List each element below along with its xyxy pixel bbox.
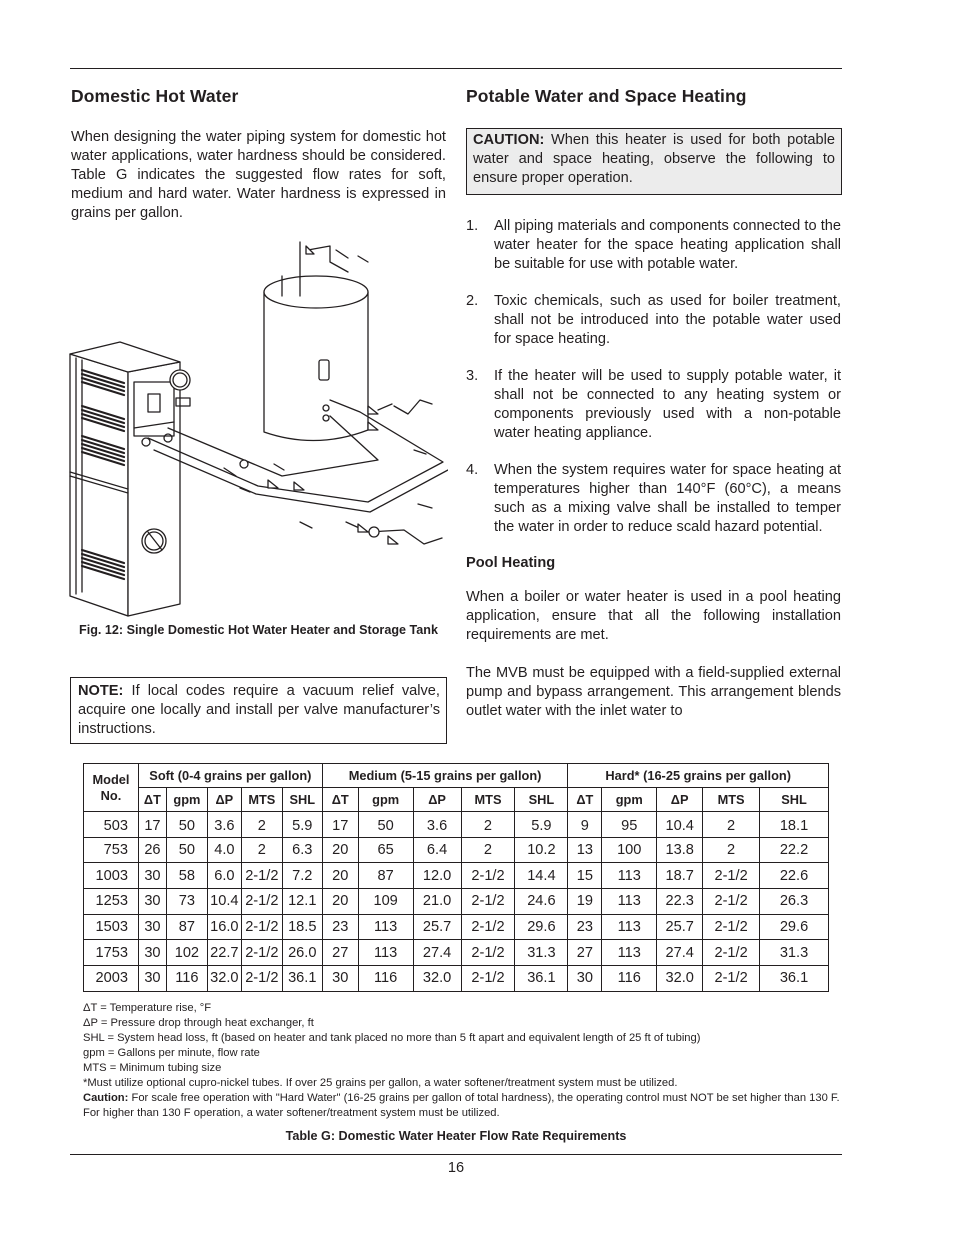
table-cell: 65: [358, 837, 413, 863]
legend-line: *Must utilize optional cupro-nickel tubes. If over 25 grains per gallon, a water softener/treatment system must be utilized.: [83, 1077, 678, 1089]
table-row: [84, 837, 829, 863]
legend-caution-text: For scale free operation with "Hard Water" (16-25 grains per gallon of total hardness), the operating control must NOT be set higher than 130 F. For higher than 130 F operation, a water softener/treatment system must be utilized.: [83, 1092, 840, 1119]
table-cell: 2-1/2: [703, 863, 760, 889]
table-cell: 102: [166, 940, 207, 966]
table-cell: 30: [138, 889, 166, 915]
table-cell: 113: [602, 863, 657, 889]
column-header: ΔP: [413, 788, 461, 812]
table-cell: 36.1: [282, 966, 322, 992]
model-cell: 753: [84, 837, 139, 863]
column-header: SHL: [282, 788, 322, 812]
flow-rate-table-container: [83, 763, 829, 992]
table-cell: 15: [568, 863, 602, 889]
table-cell: 2: [461, 812, 515, 838]
table-cell: 10.4: [207, 889, 241, 915]
table-cell: 20: [322, 837, 358, 863]
column-header: gpm: [358, 788, 413, 812]
table-cell: 2-1/2: [461, 889, 515, 915]
table-cell: 31.3: [760, 940, 829, 966]
table-cell: 18.5: [282, 914, 322, 940]
table-cell: 116: [166, 966, 207, 992]
table-cell: 24.6: [515, 889, 568, 915]
table-row: [84, 863, 829, 889]
caution-box: [466, 128, 842, 195]
list-item: 1. All piping materials and components connected to the water heater for the space heating application shall be suitable for use with potable water.: [466, 217, 841, 272]
table-cell: 14.4: [515, 863, 568, 889]
model-cell: 1503: [84, 914, 139, 940]
column-header: MTS: [461, 788, 515, 812]
note-text: If local codes require a vacuum relief valve, acquire one locally and install per valve manufacturer’s instructions.: [78, 683, 440, 737]
page-number: 16: [447, 1160, 465, 1176]
table-cell: 20: [322, 889, 358, 915]
table-cell: 2-1/2: [241, 914, 282, 940]
table-cell: 2-1/2: [241, 940, 282, 966]
table-row: [84, 812, 829, 838]
table-cell: 30: [138, 940, 166, 966]
table-cell: 109: [358, 889, 413, 915]
column-header: ΔP: [207, 788, 241, 812]
column-header: ΔT: [322, 788, 358, 812]
flow-rate-table: [83, 763, 829, 992]
table-cell: 12.0: [413, 863, 461, 889]
table-cell: 23: [322, 914, 358, 940]
table-cell: 116: [602, 966, 657, 992]
table-cell: 32.0: [207, 966, 241, 992]
table-cell: 16.0: [207, 914, 241, 940]
column-header: SHL: [760, 788, 829, 812]
table-cell: 73: [166, 889, 207, 915]
legend-line: ΔT = Temperature rise, °F: [83, 1002, 212, 1014]
legend-caution: [83, 1091, 843, 1121]
soft-water-header: Soft (0-4 grains per gallon): [138, 764, 322, 788]
storage-tank-illustration: [264, 242, 368, 441]
table-cell: 27.4: [657, 940, 703, 966]
table-cell: 4.0: [207, 837, 241, 863]
table-cell: 12.1: [282, 889, 322, 915]
table-cell: 30: [138, 966, 166, 992]
table-cell: 30: [138, 863, 166, 889]
column-header: ΔP: [657, 788, 703, 812]
table-caption: Table G: Domestic Water Heater Flow Rate Requirements: [285, 1129, 627, 1143]
right-column: [466, 86, 841, 721]
table-cell: 13.8: [657, 837, 703, 863]
table-cell: 26.3: [760, 889, 829, 915]
table-cell: 7.2: [282, 863, 322, 889]
column-header: ΔT: [568, 788, 602, 812]
table-row: [84, 914, 829, 940]
potable-water-heading: Potable Water and Space Heating: [466, 86, 747, 106]
table-cell: 27: [568, 940, 602, 966]
table-cell: 21.0: [413, 889, 461, 915]
legend-line: ΔP = Pressure drop through heat exchanger, ft: [83, 1017, 314, 1029]
pool-heating-paragraph-2: The MVB must be equipped with a field-supplied external pump and bypass arrangement. This arrangement blends outlet water with the inlet water to: [466, 665, 841, 719]
table-body: [84, 812, 829, 992]
model-cell: 2003: [84, 966, 139, 992]
note-lead: NOTE:: [78, 683, 124, 699]
table-legend: [83, 1001, 843, 1121]
table-cell: 100: [602, 837, 657, 863]
table-cell: 113: [358, 914, 413, 940]
table-cell: 3.6: [413, 812, 461, 838]
table-cell: 29.6: [760, 914, 829, 940]
model-cell: 1003: [84, 863, 139, 889]
model-cell: 503: [84, 812, 139, 838]
table-cell: 6.4: [413, 837, 461, 863]
hard-water-header: Hard* (16-25 grains per gallon): [568, 764, 829, 788]
legend-line: SHL = System head loss, ft (based on heater and tank placed no more than 5 ft apart and equivalent length of 25 ft of tubing): [83, 1032, 701, 1044]
table-cell: 30: [138, 914, 166, 940]
table-group-header-row: [84, 764, 829, 788]
table-cell: 23: [568, 914, 602, 940]
table-cell: 29.6: [515, 914, 568, 940]
table-cell: 2-1/2: [241, 863, 282, 889]
table-row: [84, 966, 829, 992]
table-cell: 19: [568, 889, 602, 915]
table-cell: 2: [703, 837, 760, 863]
table-cell: 113: [358, 940, 413, 966]
table-cell: 26.0: [282, 940, 322, 966]
domestic-hot-water-heading: Domestic Hot Water: [71, 86, 239, 106]
boiler-cabinet-illustration: [70, 342, 190, 616]
column-header: ΔT: [138, 788, 166, 812]
legend-caution-lead: Caution:: [83, 1092, 129, 1104]
table-cell: 27: [322, 940, 358, 966]
note-box: [70, 677, 447, 744]
pool-heating-heading: Pool Heating: [466, 555, 556, 572]
table-cell: 18.7: [657, 863, 703, 889]
table-cell: 113: [602, 889, 657, 915]
table-cell: 87: [166, 914, 207, 940]
legend-line: gpm = Gallons per minute, flow rate: [83, 1047, 260, 1059]
table-cell: 50: [358, 812, 413, 838]
table-cell: 50: [166, 812, 207, 838]
table-cell: 18.1: [760, 812, 829, 838]
table-cell: 2-1/2: [461, 966, 515, 992]
table-cell: 22.7: [207, 940, 241, 966]
table-cell: 13: [568, 837, 602, 863]
requirements-list: [466, 217, 841, 537]
table-cell: 2-1/2: [241, 966, 282, 992]
table-cell: 5.9: [282, 812, 322, 838]
table-row: [84, 940, 829, 966]
table-cell: 17: [138, 812, 166, 838]
table-cell: 6.0: [207, 863, 241, 889]
column-header: gpm: [602, 788, 657, 812]
model-header: Model No.: [84, 764, 139, 812]
table-cell: 26: [138, 837, 166, 863]
table-cell: 6.3: [282, 837, 322, 863]
table-cell: 3.6: [207, 812, 241, 838]
table-cell: 2: [461, 837, 515, 863]
table-cell: 36.1: [760, 966, 829, 992]
list-item: 2. Toxic chemicals, such as used for boiler treatment, shall not be introduced into the potable water used for space heating.: [466, 292, 841, 347]
table-cell: 58: [166, 863, 207, 889]
domestic-hot-water-intro: When designing the water piping system for domestic hot water applications, water hardness should be considered. Table G indicates the suggested flow rates for soft, medium and hard water. Water hardness is expressed in grains per gallon.: [71, 129, 446, 221]
column-header: gpm: [166, 788, 207, 812]
table-cell: 32.0: [657, 966, 703, 992]
column-header: SHL: [515, 788, 568, 812]
table-cell: 25.7: [413, 914, 461, 940]
table-cell: 116: [358, 966, 413, 992]
table-cell: 113: [602, 940, 657, 966]
table-cell: 20: [322, 863, 358, 889]
list-item: 4. When the system requires water for space heating at temperatures higher than 140°F (60°C), a means such as a mixing valve shall be installed to temper the water in order to reduce scald hazard potential.: [466, 462, 841, 535]
table-cell: 10.4: [657, 812, 703, 838]
table-cell: 5.9: [515, 812, 568, 838]
table-cell: 2: [241, 837, 282, 863]
table-cell: 2-1/2: [461, 914, 515, 940]
list-item: 3. If the heater will be used to supply potable water, it shall not be connected to any heating system or components previously used with a non-potable water heating appliance.: [466, 368, 841, 441]
column-header: MTS: [241, 788, 282, 812]
bottom-rule: [70, 1154, 842, 1155]
table-cell: 2-1/2: [703, 889, 760, 915]
table-cell: 22.2: [760, 837, 829, 863]
column-header: MTS: [703, 788, 760, 812]
model-cell: 1753: [84, 940, 139, 966]
table-units-header-row: [84, 788, 829, 812]
table-cell: 31.3: [515, 940, 568, 966]
table-row: [84, 889, 829, 915]
table-cell: 36.1: [515, 966, 568, 992]
table-cell: 32.0: [413, 966, 461, 992]
table-cell: 2-1/2: [461, 863, 515, 889]
table-cell: 2-1/2: [703, 966, 760, 992]
table-cell: 113: [602, 914, 657, 940]
table-cell: 17: [322, 812, 358, 838]
table-cell: 2: [241, 812, 282, 838]
model-cell: 1253: [84, 889, 139, 915]
table-cell: 2: [703, 812, 760, 838]
table-cell: 95: [602, 812, 657, 838]
caution-text: When this heater is used for both potable water and space heating, observe the following to ensure proper operation.: [473, 132, 835, 186]
table-cell: 27.4: [413, 940, 461, 966]
table-cell: 2-1/2: [703, 914, 760, 940]
table-cell: 25.7: [657, 914, 703, 940]
table-cell: 9: [568, 812, 602, 838]
table-cell: 87: [358, 863, 413, 889]
left-column: [71, 86, 446, 223]
figure-heater-and-tank: [68, 232, 448, 618]
pool-heating-paragraph-1: When a boiler or water heater is used in a pool heating application, ensure that all the following installation requirements are met.: [466, 589, 841, 644]
table-cell: 50: [166, 837, 207, 863]
caution-lead: CAUTION:: [473, 132, 545, 148]
table-cell: 2-1/2: [703, 940, 760, 966]
table-cell: 22.3: [657, 889, 703, 915]
table-cell: 30: [568, 966, 602, 992]
table-cell: 30: [322, 966, 358, 992]
medium-water-header: Medium (5-15 grains per gallon): [322, 764, 568, 788]
table-cell: 2-1/2: [461, 940, 515, 966]
figure-caption: Fig. 12: Single Domestic Hot Water Heater and Storage Tank: [79, 623, 438, 637]
top-rule: [70, 68, 842, 69]
table-cell: 10.2: [515, 837, 568, 863]
legend-line: MTS = Minimum tubing size: [83, 1062, 222, 1074]
table-cell: 22.6: [760, 863, 829, 889]
table-cell: 2-1/2: [241, 889, 282, 915]
